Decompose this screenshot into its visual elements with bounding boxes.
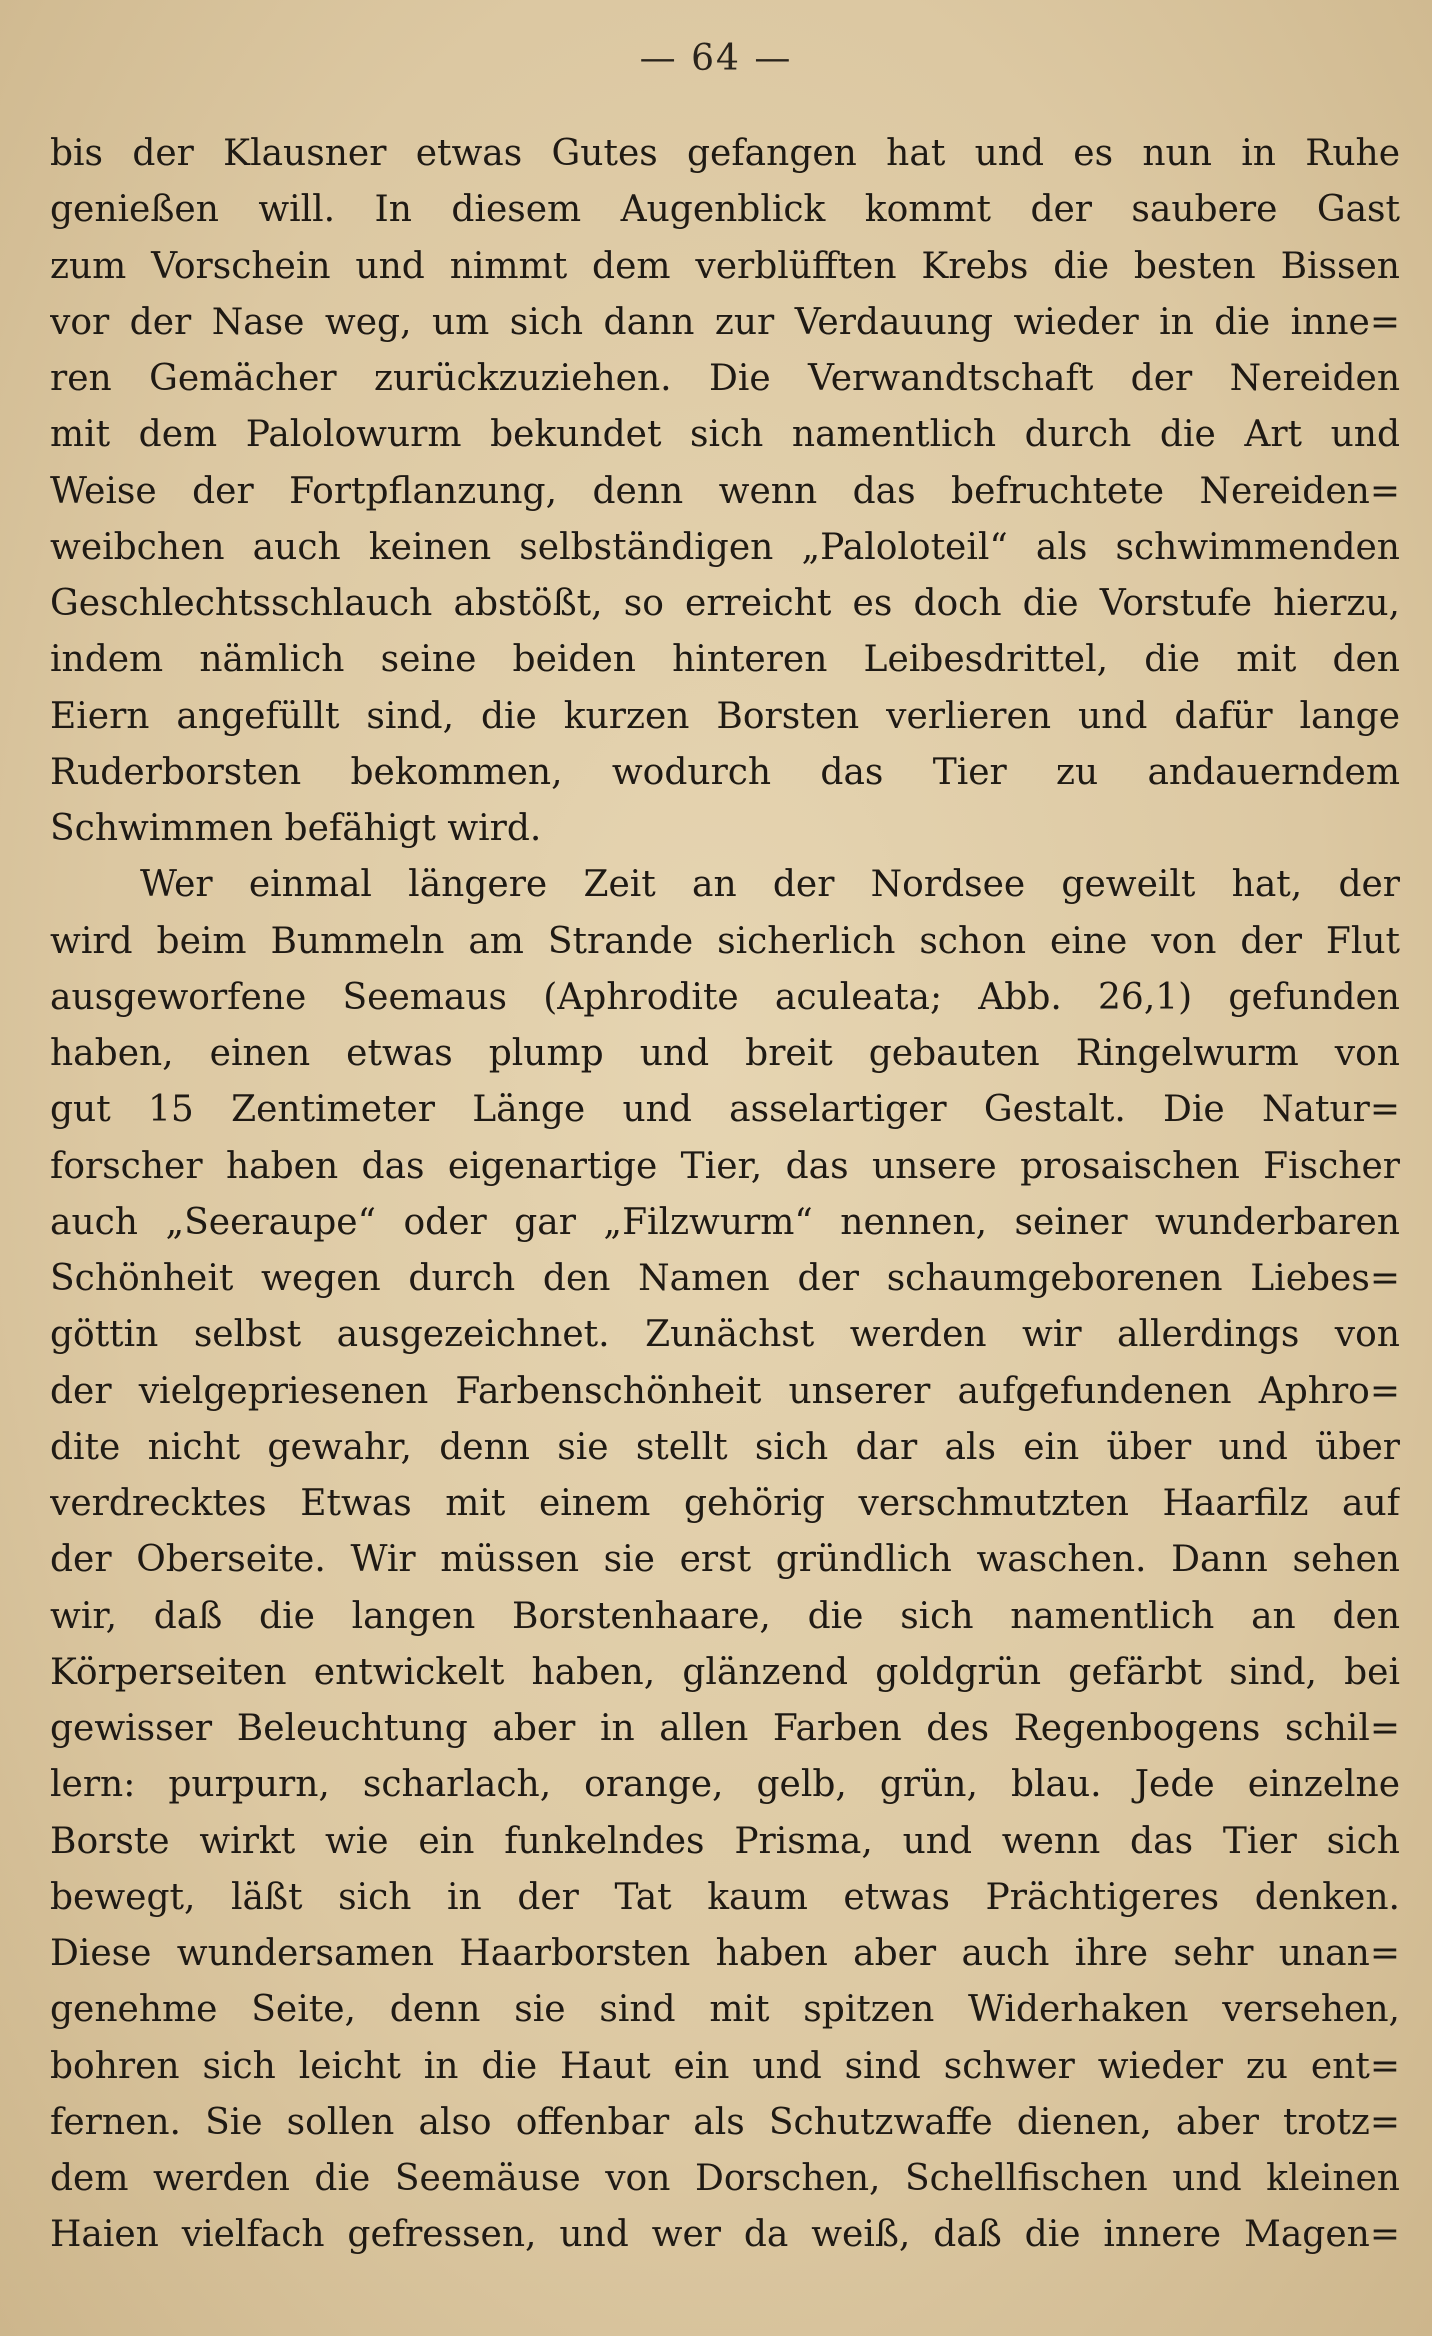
text-line: der vielgepriesenen Farbenschönheit unserer aufgefundenen Aphro= [50,1370,1400,1412]
text-line: ausgeworfene Seemaus (Aphrodite aculeata; Abb. 26,1) gefunden [50,976,1400,1018]
text-line: wir, daß die langen Borstenhaare, die sich namentlich an den [50,1595,1400,1637]
text-line: gut 15 Zentimeter Länge und asselartiger Gestalt. Die Natur= [50,1089,1400,1131]
text-line: Diese wundersamen Haarborsten haben aber auch ihre sehr unan= [50,1933,1400,1974]
text-line: genehme Seite, denn sie sind mit spitzen Widerhaken versehen, [50,1989,1400,2031]
text-line: vor der Nase weg, um sich dann zur Verdauung wieder in die inne= [50,301,1400,343]
text-line: Eiern angefüllt sind, die kurzen Borsten verlieren und dafür lange [50,695,1400,737]
text-line: zum Vorschein und nimmt dem verblüfften Krebs die besten Bissen [50,245,1400,287]
text-line: ren Gemächer zurückzuziehen. Die Verwandtschaft der Nereiden [50,358,1400,399]
text-line: lern: purpurn, scharlach, orange, gelb, grün, blau. Jede einzelne [50,1764,1400,1806]
text-line: Ruderborsten bekommen, wodurch das Tier zu andauerndem [50,751,1400,793]
body-text [50,126,1400,2264]
text-line: wird beim Bummeln am Strande sicherlich schon eine von der Flut [50,920,1400,962]
text-line: bis der Klausner etwas Gutes gefangen hat und es nun in Ruhe [50,133,1400,174]
text-line: fernen. Sie sollen also offenbar als Schutzwaffe dienen, aber trotz= [50,2101,1400,2143]
text-line: Geschlechtsschlauch abstößt, so erreicht es doch die Vorstufe hierzu, [50,583,1400,624]
text-line: verdrecktes Etwas mit einem gehörig verschmutzten Haarfilz auf [50,1483,1400,1524]
text-line: haben, einen etwas plump und breit gebauten Ringelwurm von [50,1033,1400,1074]
text-line: dem werden die Seemäuse von Dorschen, Schellfischen und kleinen [50,2158,1400,2199]
paragraph-end-line: Schwimmen befähigt wird. [50,808,542,849]
text-line: göttin selbst ausgezeichnet. Zunächst werden wir allerdings von [50,1314,1400,1356]
text-line: indem nämlich seine beiden hinteren Leibesdrittel, die mit den [50,639,1400,681]
text-line: gewisser Beleuchtung aber in allen Farben des Regenbogens schil= [50,1708,1400,1749]
page-number: — 64 — [639,38,793,79]
text-line: bohren sich leicht in die Haut ein und sind schwer wieder zu ent= [50,2045,1400,2087]
text-line: Borste wirkt wie ein funkelndes Prisma, und wenn das Tier sich [50,1820,1400,1862]
text-line: Haien vielfach gefressen, und wer da weiß, daß die innere Magen= [50,2214,1400,2256]
text-line: dite nicht gewahr, denn sie stellt sich dar als ein über und über [50,1426,1400,1468]
text-line: mit dem Palolowurm bekundet sich namentlich durch die Art und [50,414,1400,456]
text-line: Schönheit wegen durch den Namen der schaumgeborenen Liebes= [50,1258,1400,1299]
text-line: auch „Seeraupe“ oder gar „Filzwurm“ nennen, seiner wunderbaren [50,1201,1400,1243]
text-line: forscher haben das eigenartige Tier, das unsere prosaischen Fischer [50,1145,1400,1187]
text-line: genießen will. In diesem Augenblick kommt der saubere Gast [50,189,1400,231]
text-line: Körperseiten entwickelt haben, glänzend goldgrün gefärbt sind, bei [50,1651,1400,1693]
text-line: weibchen auch keinen selbständigen „Paloloteil“ als schwimmenden [50,526,1400,568]
text-line: Weise der Fortpflanzung, denn wenn das befruchtete Nereiden= [50,470,1400,512]
paragraph-start-line: Wer einmal längere Zeit an der Nordsee geweilt hat, der [140,864,1400,906]
text-line: der Oberseite. Wir müssen sie erst gründlich waschen. Dann sehen [50,1539,1400,1581]
text-line: bewegt, läßt sich in der Tat kaum etwas Prächtigeres denken. [50,1876,1400,1918]
